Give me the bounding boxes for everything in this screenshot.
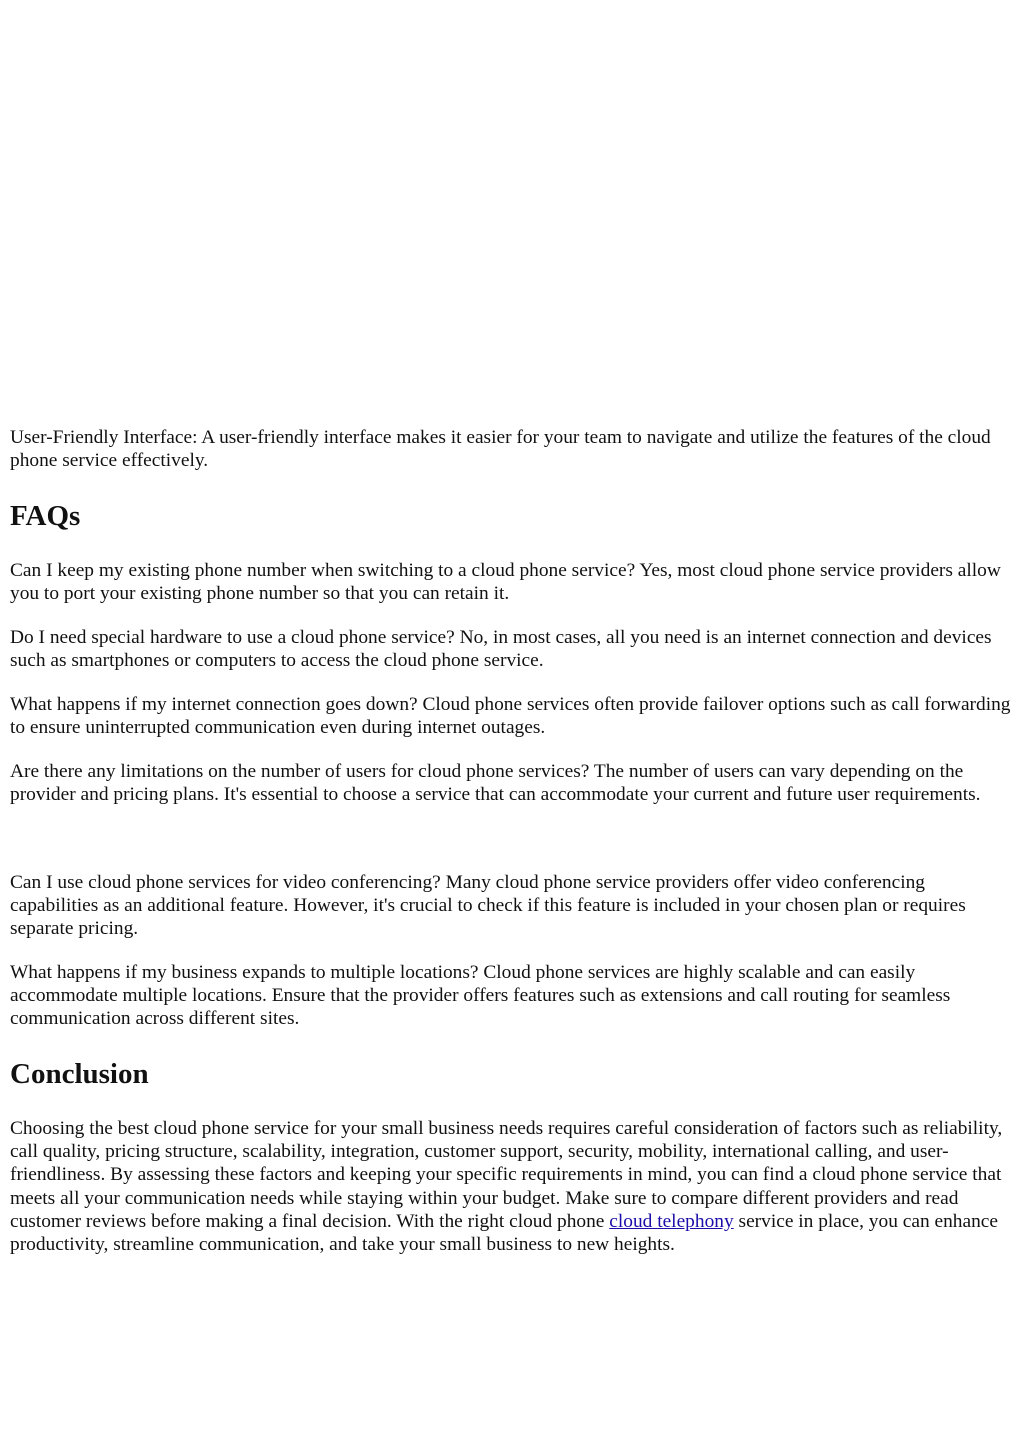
- faq-item: Can I keep my existing phone number when switching to a cloud phone service? Yes, most cloud phone service providers allow you to port your existing phone number so that you can retain it.: [10, 560, 1001, 605]
- intro-paragraph: User-Friendly Interface: A user-friendly interface makes it easier for your team to navigate and utilize the features of the cloud phone service effectively.: [10, 427, 991, 472]
- faq-item: Are there any limitations on the number of users for cloud phone services? The number of users can vary depending on the provider and pricing plans. It's essential to choose a service that can accommodate your current and future user requirements.: [10, 761, 981, 806]
- conclusion-paragraph: [10, 1117, 1014, 1256]
- conclusion-text-before-link: Choosing the best cloud phone service for your small business needs requires careful consideration of factors such as reliability, call quality, pricing structure, scalability, integration, customer support, security, mobility, international calling, and user-friendliness. By assessing these factors and keeping your specific requirements in mind, you can find a cloud phone service that meets all your communication needs while staying within your budget. Make sure to compare different providers and read customer reviews before making a final decision. With the right cloud phone: [10, 1118, 1003, 1232]
- faq-item: What happens if my business expands to multiple locations? Cloud phone services are highly scalable and can easily accommodate multiple locations. Ensure that the provider offers features such as extensions and call routing for seamless communication across different sites.: [10, 962, 951, 1030]
- faqs-heading: FAQs: [10, 500, 81, 532]
- faq-item: Do I need special hardware to use a cloud phone service? No, in most cases, all you need is an internet connection and devices such as smartphones or computers to access the cloud phone service.: [10, 627, 992, 672]
- faq-item: Can I use cloud phone services for video conferencing? Many cloud phone service providers offer video conferencing capabilities as an additional feature. However, it's crucial to check if this feature is included in your chosen plan or requires separate pricing.: [10, 872, 966, 940]
- cloud-telephony-link[interactable]: cloud telephony: [609, 1210, 734, 1232]
- conclusion-text-after-link: service in place, you can enhance productivity, streamline communication, and take your small business to new heights.: [10, 1210, 999, 1256]
- faq-item: What happens if my internet connection goes down? Cloud phone services often provide failover options such as call forwarding to ensure uninterrupted communication even during internet outages.: [10, 694, 1011, 739]
- conclusion-heading: Conclusion: [10, 1058, 149, 1090]
